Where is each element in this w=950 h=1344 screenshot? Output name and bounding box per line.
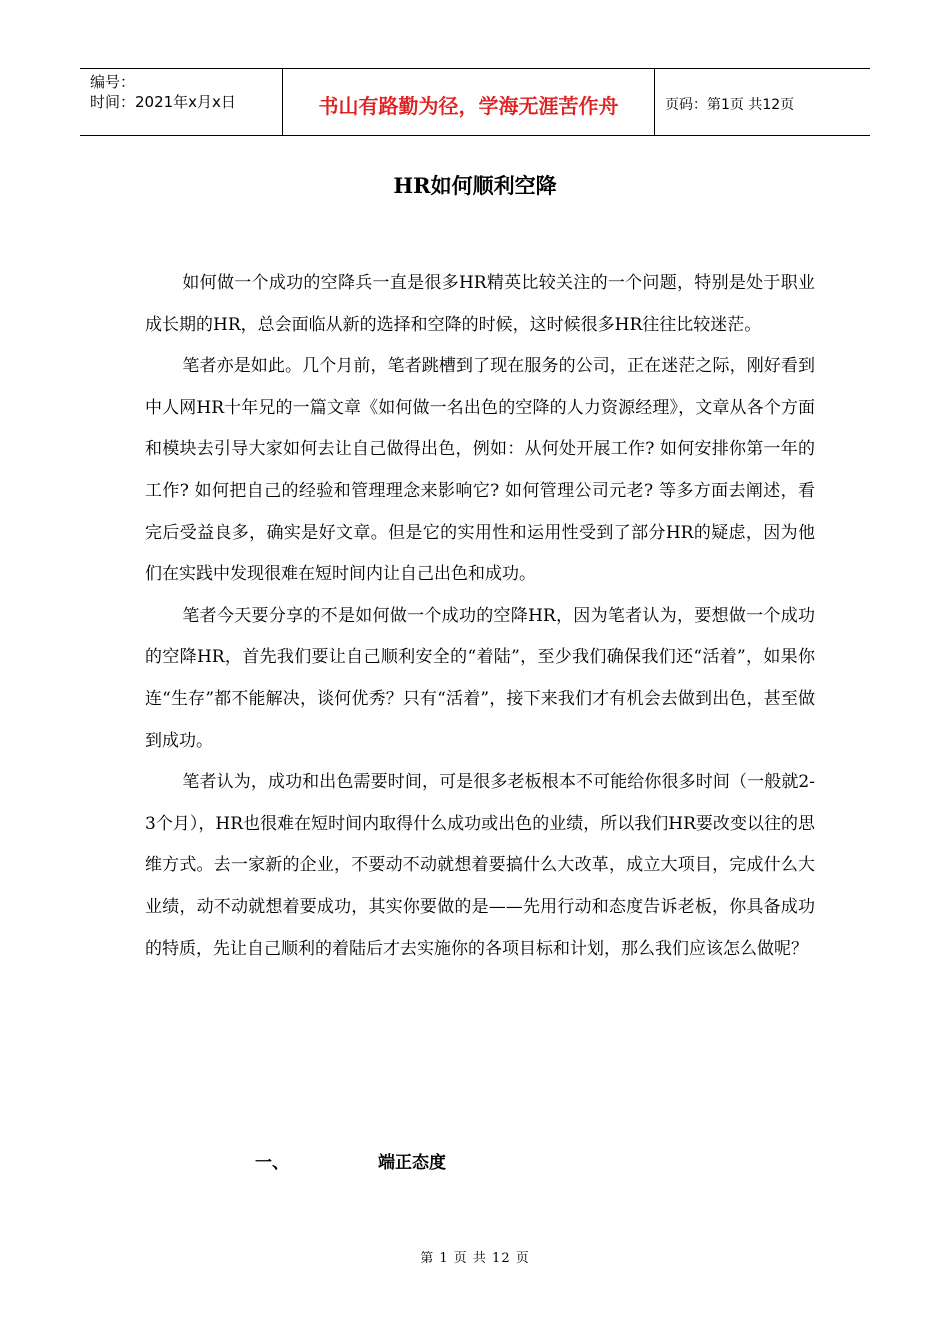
body-paragraph-3: 笔者今天要分享的不是如何做一个成功的空降HR，因为笔者认为，要想做一个成功的空降HR，首先我们要让自己顺利安全的“着陆”，至少我们确保我们还“活着”，如果你连“生存”都不能解决，谈何优秀？只有“活着”，接下来我们才有机会去做到出色，甚至做到成功。: [145, 605, 815, 751]
document-date: 时间：2021年x月x日: [90, 93, 236, 111]
page-footer: 第 1 页 共 12 页: [420, 1251, 530, 1266]
section-number: 一、: [255, 1153, 289, 1173]
document-number-label: 编号：: [90, 73, 136, 91]
header-page-info: 页码：第1页 共12页: [665, 97, 795, 113]
header-motto: 书山有路勤为径，学海无涯苦作舟: [318, 93, 619, 118]
section-title: 端正态度: [378, 1153, 446, 1173]
document-body: [145, 263, 815, 970]
header-page-cell: [655, 69, 870, 135]
header-meta-cell: [80, 69, 282, 135]
body-paragraph-1: 如何做一个成功的空降兵一直是很多HR精英比较关注的一个问题，特别是处于职业成长期的HR，总会面临从新的选择和空降的时候，这时候很多HR往往比较迷茫。: [145, 273, 815, 335]
document-title: HR如何顺利空降: [393, 173, 557, 198]
body-paragraph-4: 笔者认为，成功和出色需要时间，可是很多老板根本不可能给你很多时间（一般就2-3个月），HR也很难在短时间内取得什么成功或出色的业绩，所以我们HR要改变以往的思维方式。去一家新的企业，不要动不动就想着要搞什么大改革，成立大项目，完成什么大业绩，动不动就想着要成功，其实你要做的是——先用行动和态度告诉老板，你具备成功的特质，先让自己顺利的着陆后才去实施你的各项目标和计划，那么我们应该怎么做呢？: [145, 772, 815, 959]
body-paragraph-2: 笔者亦是如此。几个月前，笔者跳槽到了现在服务的公司，正在迷茫之际，刚好看到中人网HR十年兄的一篇文章《如何做一名出色的空降的人力资源经理》，文章从各个方面和模块去引导大家如何去让自己做得出色，例如：从何处开展工作? 如何安排你第一年的工作? 如何把自己的经验和管理理念来影响它? 如何管理公司元老? 等多方面去阐述，看完后受益良多，确实是好文章。但是它的实用性和运用性受到了部分HR的疑虑，因为他们在实践中发现很难在短时间内让自己出色和成功。: [145, 356, 815, 585]
header-table: [80, 68, 870, 136]
header-motto-cell: [282, 69, 655, 135]
